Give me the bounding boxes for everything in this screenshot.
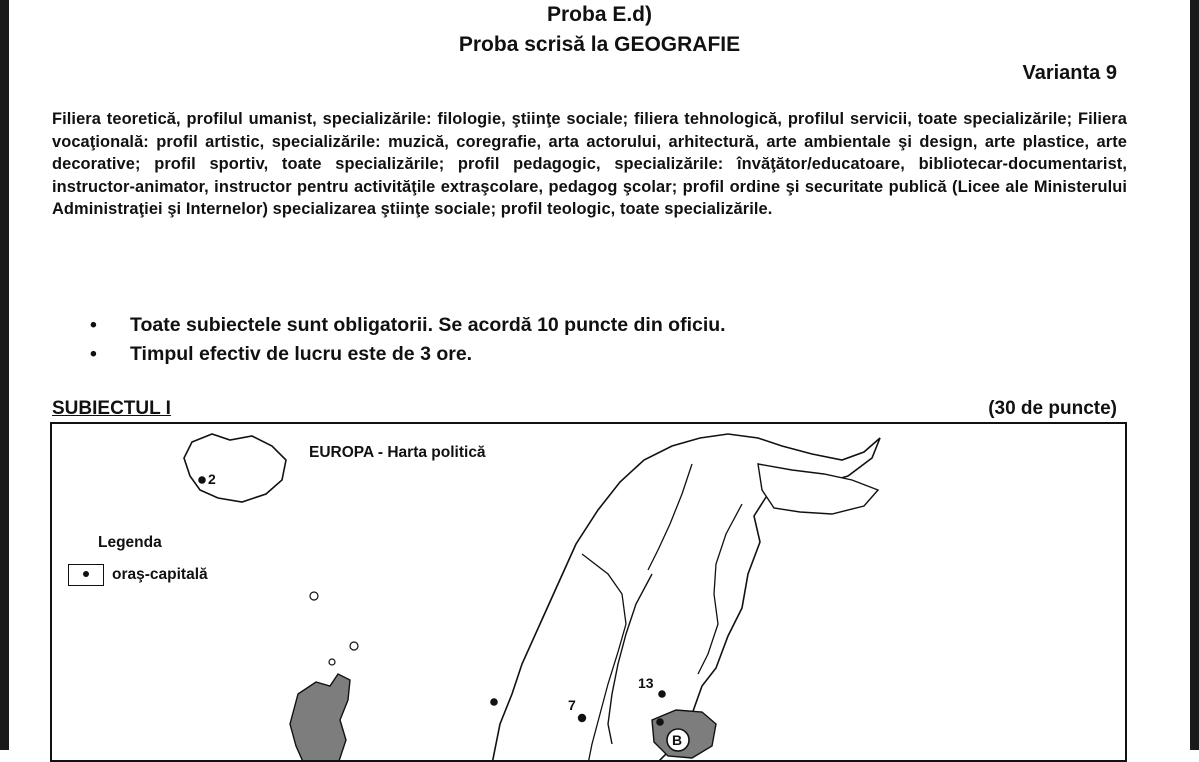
legend-item-label: oraş-capitală — [112, 566, 208, 583]
instruction-text: Timpul efectiv de lucru este de 3 ore. — [130, 343, 473, 365]
exam-title-line2: Proba scrisă la GEOGRAFIE — [458, 33, 741, 56]
instructions-list — [90, 311, 726, 369]
island-dot — [350, 642, 358, 650]
iceland-shape — [184, 434, 286, 502]
scotland-shape — [290, 674, 350, 762]
map-title: EUROPA - Harta politică — [309, 444, 486, 461]
capital-dot-stockholm — [578, 714, 586, 722]
map-label-2: 2 — [208, 471, 216, 487]
section-points: (30 de puncte) — [988, 398, 1117, 419]
bullet-icon: • — [90, 343, 97, 365]
map-label-13: 13 — [638, 675, 654, 691]
section-title: SUBIECTUL I — [52, 398, 171, 419]
left-frame-border — [0, 0, 9, 750]
right-frame-border — [1190, 0, 1199, 750]
specializations-paragraph: Filiera teoretică, profilul umanist, specializările: filologie, ştiinţe sociale; filiera tehnologică, profilul servicii, toate specializările; Filiera vocaţională: profil artistic, specializările: muzică, coregrafie, arta actorului, arhitectură, arte ambientale şi design, arte plastice, arte decorative; profil sportiv, toate specializările; profil pedagogic, specializările: învăţător/educatoare, bibliotecar-documentarist, instructor-animator, instructor pentru activităţile extraşcolare, pedagog şcolar; profil ordine şi securitate publică (Licee ale Ministerului Administraţiei şi Internelor) specializarea ştiinţe sociale; profil teologic, toate specializările. — [52, 110, 1127, 218]
europe-map-svg — [52, 424, 1127, 762]
bullet-icon: • — [90, 314, 97, 336]
capital-dot-oslo — [490, 698, 498, 706]
island-dot — [329, 659, 335, 665]
capital-dot-tallinn — [656, 718, 664, 726]
instruction-item — [90, 311, 726, 340]
variant-label: Varianta 9 — [1022, 62, 1117, 84]
legend-row — [68, 564, 208, 586]
instruction-item — [90, 340, 726, 369]
map-label-b: B — [672, 732, 683, 748]
capital-dot-helsinki — [658, 690, 666, 698]
capital-dot-reykjavik — [198, 476, 206, 484]
instruction-text: Toate subiectele sunt obligatorii. Se acordă 10 puncte din oficiu. — [130, 314, 726, 336]
legend-title: Legenda — [98, 534, 162, 551]
capital-symbol-icon — [68, 564, 104, 586]
exam-title-line1: Proba E.d) — [546, 3, 652, 26]
island-dot — [310, 592, 318, 600]
europe-map-figure — [50, 422, 1127, 762]
map-label-7: 7 — [568, 697, 576, 713]
